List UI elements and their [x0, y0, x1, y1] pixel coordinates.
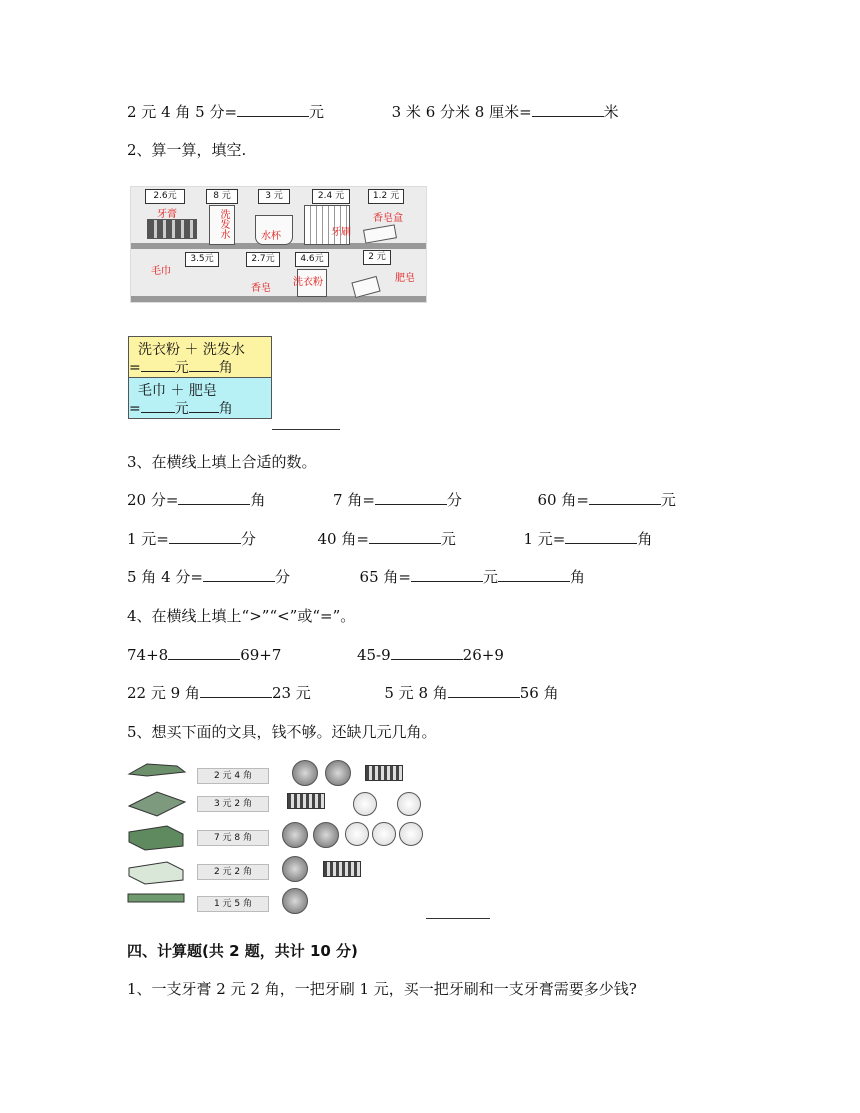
question-text: 60 角=: [537, 491, 589, 509]
answer-blank[interactable]: [189, 399, 219, 413]
answer-line[interactable]: [426, 918, 490, 919]
stationery-row: [127, 822, 427, 852]
pencil-case-icon: [127, 822, 187, 852]
price-tag: 4.6元: [295, 252, 329, 267]
item-label: 牙膏: [157, 209, 177, 220]
coin-icon: [292, 760, 318, 786]
unit-text: 元: [440, 530, 456, 548]
table-row: [129, 378, 271, 418]
equals-sign: =: [129, 360, 141, 376]
answer-blank[interactable]: [203, 567, 275, 582]
unit-text: 元: [174, 401, 189, 417]
item-label: 牙刷: [331, 227, 351, 238]
conversion-row-top: [127, 102, 619, 122]
word-problem: 1、一支牙膏 2 元 2 角，一把牙刷 1 元，买一把牙刷和一支牙膏需要多少钱?: [127, 980, 637, 998]
unit-text: 角: [218, 401, 233, 417]
answer-blank[interactable]: [178, 490, 250, 505]
question-text: 20 分=: [127, 491, 179, 509]
row-expression: 毛巾 ＋ 肥皂: [138, 383, 217, 399]
unit-text: 元: [660, 491, 676, 509]
price-tag: 2.4 元: [312, 189, 350, 204]
answer-blank[interactable]: [411, 567, 483, 582]
price-tag: 8 元: [206, 189, 238, 204]
question-5-title: 5、想买下面的文具，钱不够。还缺几元几角。: [127, 723, 437, 741]
expression: 56 角: [519, 684, 559, 702]
question-text: 2 元 4 角 5 分=: [127, 103, 238, 121]
price-tag: 1 元 5 角: [197, 896, 269, 912]
expression: 45-9: [356, 646, 391, 664]
coin-icon: [353, 792, 377, 816]
unit-text: 角: [637, 530, 653, 548]
answer-blank[interactable]: [189, 358, 219, 372]
ruler-icon: [127, 888, 187, 908]
question-3-title: 3、在横线上填上合适的数。: [127, 453, 317, 471]
table-row: [129, 337, 271, 378]
conversion-row: [127, 567, 585, 587]
item-label: 洗发水: [218, 209, 229, 239]
section-heading: 四、计算题(共 2 题，共计 10 分): [127, 942, 358, 960]
stationery-row: [127, 788, 427, 818]
coin-icon: [325, 760, 351, 786]
conversion-row: [127, 490, 676, 510]
unit-text: 角: [250, 491, 266, 509]
price-tag: 3 元: [258, 189, 290, 204]
banknote-icon: [287, 793, 325, 809]
answer-blank[interactable]: [168, 645, 240, 660]
eraser-box-icon: [127, 856, 187, 886]
price-tag: 2 元 2 角: [197, 864, 269, 880]
answer-line[interactable]: [272, 429, 340, 430]
answer-blank[interactable]: [169, 529, 241, 544]
answer-blank[interactable]: [498, 567, 570, 582]
unit-text: 分: [274, 568, 290, 586]
conversion-row: [127, 529, 652, 549]
notebook-icon: [127, 788, 187, 818]
price-tag: 2 元: [363, 250, 391, 265]
answer-blank[interactable]: [200, 683, 272, 698]
answer-blank[interactable]: [565, 529, 637, 544]
expression: 26+9: [462, 646, 504, 664]
row-answer: [129, 398, 233, 418]
answer-blank[interactable]: [391, 645, 463, 660]
coin-icon: [399, 822, 423, 846]
shelf-picture: [130, 186, 427, 303]
toothpaste-box: [147, 219, 197, 239]
answer-blank[interactable]: [589, 490, 661, 505]
question-text: 1 元=: [127, 530, 169, 548]
coin-icon: [345, 822, 369, 846]
item-label: 香皂盒: [373, 213, 403, 224]
unit-text: 元: [309, 103, 325, 121]
answer-blank[interactable]: [141, 358, 175, 372]
unit-text: 角: [218, 360, 233, 376]
equals-sign: =: [129, 401, 141, 417]
item-label: 水杯: [261, 231, 281, 242]
question-text: 40 角=: [317, 530, 369, 548]
stationery-row: [127, 888, 427, 918]
compare-row: [127, 645, 504, 665]
soap-box: [363, 224, 397, 243]
expression: 74+8: [127, 646, 169, 664]
price-tag: 1.2 元: [368, 189, 404, 204]
question-2-title: 2、算一算，填空.: [127, 141, 247, 159]
unit-text: 角: [570, 568, 586, 586]
stationery-row: [127, 856, 427, 886]
coin-icon: [282, 822, 308, 848]
expression: 22 元 9 角: [127, 684, 200, 702]
expression: 69+7: [240, 646, 282, 664]
price-tag: 7 元 8 角: [197, 830, 269, 846]
question-text: 5 角 4 分=: [127, 568, 203, 586]
unit-text: 元: [174, 360, 189, 376]
price-tag: 2.7元: [246, 252, 280, 267]
answer-blank[interactable]: [141, 399, 175, 413]
answer-blank[interactable]: [375, 490, 447, 505]
coin-icon: [282, 856, 308, 882]
compare-row: [127, 683, 559, 703]
item-label: 肥皂: [395, 273, 415, 284]
unit-text: 分: [446, 491, 462, 509]
question-text: 7 角=: [333, 491, 375, 509]
unit-text: 分: [240, 530, 256, 548]
row-expression: 洗衣粉 ＋ 洗发水: [138, 342, 245, 358]
banknote-icon: [365, 765, 403, 781]
sum-table: [128, 336, 272, 419]
shelf-board: [131, 296, 426, 302]
stationery-row: [127, 760, 427, 790]
expression: 5 元 8 角: [384, 684, 448, 702]
price-tag: 3 元 2 角: [197, 796, 269, 812]
item-label: 洗衣粉: [293, 277, 323, 288]
price-tag: 2.6元: [145, 189, 185, 204]
unit-text: 米: [603, 103, 619, 121]
coin-icon: [397, 792, 421, 816]
answer-blank[interactable]: [369, 529, 441, 544]
soap-bar: [351, 276, 380, 298]
pencil-sharpener-icon: [127, 760, 187, 780]
unit-text: 元: [482, 568, 498, 586]
answer-blank[interactable]: [448, 683, 520, 698]
price-tag: 3.5元: [185, 252, 219, 267]
question-4-title: 4、在横线上填上“>”“<”或“=”。: [127, 607, 356, 625]
question-text: 3 米 6 分米 8 厘米=: [391, 103, 532, 121]
item-label: 毛巾: [151, 266, 171, 277]
question-text: 1 元=: [523, 530, 566, 548]
banknote-icon: [323, 861, 361, 877]
item-label: 香皂: [251, 283, 271, 294]
expression: 23 元: [271, 684, 311, 702]
coin-icon: [372, 822, 396, 846]
price-tag: 2 元 4 角: [197, 768, 269, 784]
answer-blank[interactable]: [237, 102, 309, 117]
coin-icon: [282, 888, 308, 914]
coin-icon: [313, 822, 339, 848]
question-text: 65 角=: [359, 568, 411, 586]
answer-blank[interactable]: [532, 102, 604, 117]
row-answer: [129, 357, 233, 377]
